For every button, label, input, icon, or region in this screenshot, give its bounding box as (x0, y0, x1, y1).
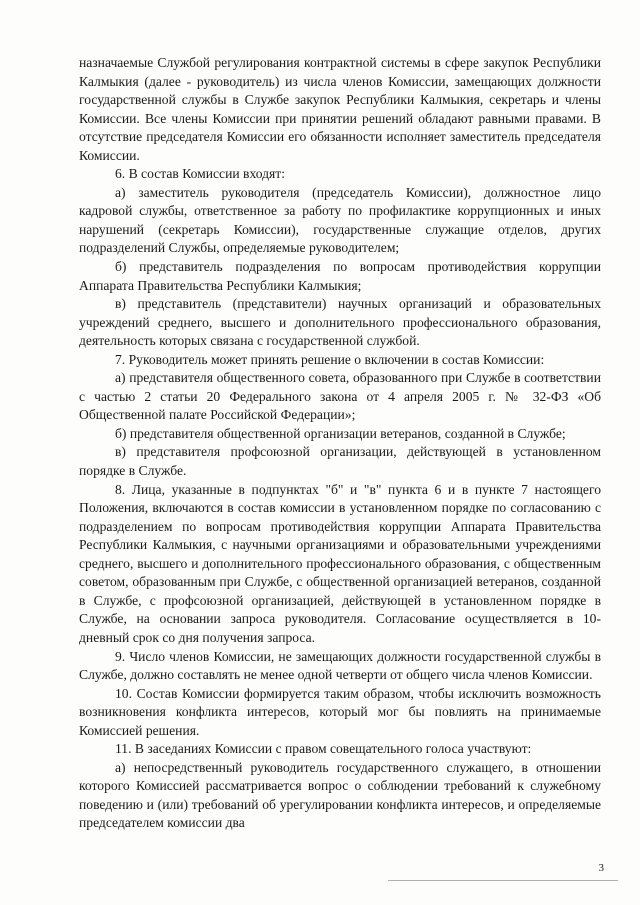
scan-edge-line (388, 880, 618, 881)
paragraph-item-11a: а) непосредственный руководитель государственного служащего, в отношении которого Комиссией рассматривается вопрос о соблюдении требований к служебному поведению и (или) требований об урегулировании конфликта интересов, и определяемые председателем комиссии два (79, 759, 601, 831)
paragraph-continuation: назначаемые Службой регулирования контрактной системы в сфере закупок Республики Калмыкия (далее - руководитель) из числа членов Комиссии, замещающих должности государственной службы в Службе закупок Республики Калмыкия, секретарь и члены Комиссии. Все члены Комиссии при принятии решений обладают равными правами. В отсутствие председателя Комиссии его обязанности исполняет заместитель председателя Комиссии. (79, 55, 601, 163)
paragraph-item-7a: а) представителя общественного совета, образованного при Службе в соответствии с частью 2 статьи 20 Федерального закона от 4 апреля 2005 г. № 32-ФЗ «Об Общественной палате Российской Федерации»; (79, 370, 601, 423)
page-number: 3 (598, 862, 604, 874)
paragraph-item-6a: а) заместитель руководителя (председатель Комиссии), должностное лицо кадровой службы, ответственное за работу по профилактике коррупционных и иных нарушений (секретарь Комиссии), государственные служащие отделов, других подразделений Службы, определяемые руководителем; (79, 184, 601, 256)
paragraph-item-6v: в) представитель (представители) научных организаций и образовательных учреждений среднего, высшего и дополнительного профессионального образования, деятельность которых связана с государственной службой. (79, 296, 601, 349)
paragraph-item-6b: б) представитель подразделения по вопросам противодействия коррупции Аппарата Правительства Республики Калмыкия; (79, 259, 601, 293)
paragraph-item-9: 9. Число членов Комиссии, не замещающих должности государственной службы в Службе, должно составлять не менее одной четверти от общего числа членов Комиссии. (79, 648, 601, 683)
paragraph-item-7: 7. Руководитель может принять решение о включении в состав Комиссии: (115, 351, 545, 367)
paragraph-item-7v: в) представителя профсоюзной организации, действующей в установленном порядке в Службе. (79, 444, 601, 479)
paragraph-item-11: 11. В заседаниях Комиссии с правом совещательного голоса участвуют: (115, 741, 532, 757)
paragraph-item-7b: б) представителя общественной организации ветеранов, созданной в Службе; (115, 425, 566, 441)
document-body (79, 54, 601, 833)
paragraph-item-6: 6. В состав Комиссии входят: (115, 166, 286, 182)
paragraph-item-10: 10. Состав Комиссии формируется таким образом, чтобы исключить возможность возникновения конфликта интересов, который мог бы повлиять на принимаемые Комиссией решения. (79, 685, 601, 738)
paragraph-item-8: 8. Лица, указанные в подпунктах "б" и "в" пункта 6 и в пункте 7 настоящего Положения, включаются в состав комиссии в установленном порядке по согласованию с подразделением по вопросам противодействия коррупции Аппарата Правительства Республики Калмыкия, с научными организациями и образовательными учреждениями среднего, высшего и дополнительного профессионального образования, с общественным советом, образованным при Службе, с общественной организацией ветеранов, созданной в Службе, с профсоюзной организацией, действующей в установленном порядке в Службе, на основании запроса руководителя. Согласование осуществляется в 10-дневный срок со дня получения запроса. (79, 481, 601, 645)
